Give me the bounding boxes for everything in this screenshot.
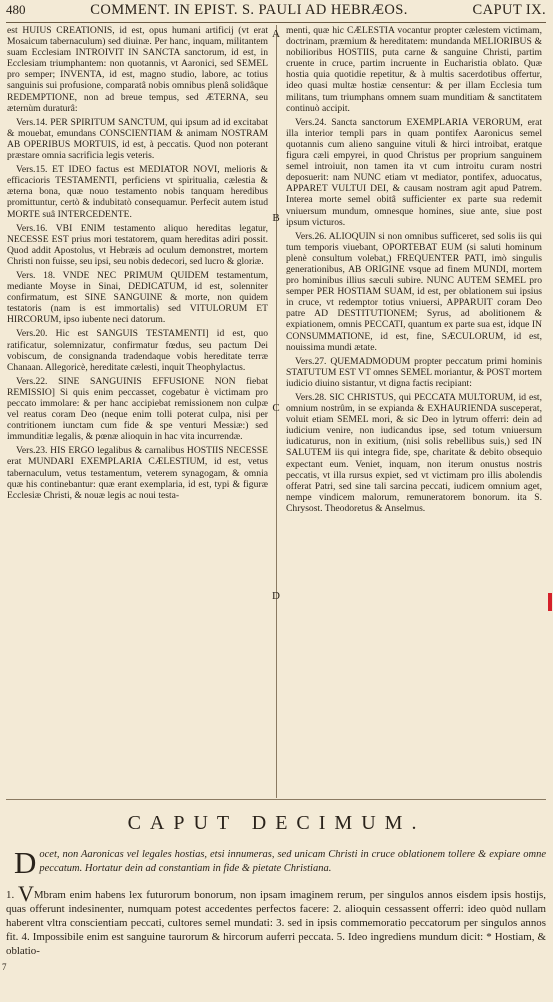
left-paragraph: Vers.16. VBI ENIM testamento aliquo hereditas legatur, NECESSE EST prius mori testatorem, quam hereditas adiri possit. Quod addit Apostolus, vt Hebræis ad oculum demonstret, mortem Christi non fuisse, seu ipsi, seu nobis dedecori, sed lucro & gloriæ. xyxy=(7,222,268,267)
running-header xyxy=(6,2,546,23)
margin-number: 7 xyxy=(2,962,7,972)
chapter-body-text: Mbram enim habens lex futurorum bonorum, non ipsam imaginem rerum, per singulos annos eisdem ipsis hostijs, quas offerunt indesinenter, numquam potest accedentes perfectos facere: 2. alioquin cessassent offerri: ideo quòd nullam haberent vltra conscientiam peccati, cultores semel mundati: 3. sed in ipsis commemoratio peccatorum per singulos annos fit. 4. Impossibile enim est sanguine taurorum & hircorum auferri peccata. 5. Ideo ingrediens mundum dicit: * Hostiam, & oblatio- xyxy=(6,889,546,958)
margin-letter-d: D xyxy=(272,590,280,602)
left-paragraph: Vers.14. PER SPIRITUM SANCTUM, qui ipsum ad id excitabat & mouebat, emundans CONSCIENTIAM & animam NOSTRAM AB OPERIBUS MORTUIS, id est, à peccatis. Quod non poterant præstare omnia sacrificia legis veteris. xyxy=(7,116,268,162)
left-paragraph: est HUIUS CREATIONIS, id est, opus humani artificij (vt erat Mosaicum tabernaculum) sed diuinæ. Per hanc, inquam, militantem suam Ecclesiam INTROIVIT IN SANCTA sanctorum, id est, in Ecclesiam triumphantem: non quotannis, vt Aaronici, sed SEMEL pro semper; INVENTA, id est, magno studio, labore, ac totius sanguinis sui profusione, comparatâ nobis omnibus plenâ solidâque REDEMPTIONE, non ad breue tempus, sed ÆTERNA, seu æternùm duraturâ: xyxy=(7,25,268,114)
right-paragraph: menti, quæ hic CÆLESTIA vocantur propter cælestem victimam, doctrinam, præmium & hereditatem: mundanda MELIORIBUS & nobilioribus HOSTIIS, puta carne & sanguine Christi, partim cruente in cruce, partim incruente in Eucharistia oblato. Quæ hostia quia quotidie repetitur, & à multis sacerdotibus offertur, ideo quasi multæ hostiæ censentur: & per illam Ecclesia tum militans, tum triumphans omnem suam munditiam & sanctitatem continuò accipit. xyxy=(286,25,542,114)
section-rule xyxy=(6,799,546,800)
verse-number: 1. xyxy=(6,889,15,901)
left-paragraph: Vers.22. SINE SANGUINIS EFFUSIONE NON fiebat REMISSIO] Si quis enim peccasset, cogebatur è victimam pro peccato immolare: & per hanc accipiebat remissionem non culpæ vel reatus coram Deo (neque enim tolli poterat culpa, nisi per contritionem iunctam cum fide & spe venturi Messiæ:) sed immunditiæ legalis, & pœnæ alioquin in hac vita incurrendæ. xyxy=(7,375,268,443)
chapter-body xyxy=(6,881,546,958)
chapter-label: CAPUT IX. xyxy=(472,2,546,18)
margin-letter-a: A xyxy=(272,28,280,40)
left-paragraph: Vers.15. ET IDEO factus est MEDIATOR NOVI, melioris & efficacioris TESTAMENTI, perficiens vt spiritualia, cælestia & æterna bona, quæ nouo testamento nobis tanquam heredibus promittuntur, certò & indubitatò consequamur. Perfecit autem istud MORTE suâ INTERCEDENTE. xyxy=(7,164,268,220)
right-paragraph: Vers.24. Sancta sanctorum EXEMPLARIA VERORUM, erat illa interior templi pars in quam pontifex Aaronicus semel quotannis cum alieno sanguine vituli & hirci introibat, eratque figura cæli empyrei, in quod Christus per proprium sanguinem semel introiuit, non tamen ita vt cum introitu curam nostri deposuerit: nam NUNC etiam vt mediator, pontifex, aduocatus, APPARET VULTUI DEI, & causam nostram agit apud Patrem. Interea morte semel obitâ sufficienter ex parte sua redemit vniuersum mundum, omnesque homines, siue ante, siue post ipsum victuros. xyxy=(286,116,542,228)
body-drop-cap: V xyxy=(17,881,34,906)
left-paragraph: Vers.23. HIS ERGO legalibus & carnalibus HOSTIIS NECESSE erat MUNDARI EXEMPLARIA CÆLESTIUM, id est, vetus tabernaculum, vetus testamentum, veterem synagogam, & omnia quæ his continebantur: quæ erant exemplaria, id est, typi & figuræ Ecclesiæ Christi, & nouæ legis ac noui testa- xyxy=(7,445,268,501)
left-paragraph: Vers.20. Hic est SANGUIS TESTAMENTI] id est, quo ratificatur, solemnizatur, confirmatur fœdus, seu pactum Dei vobiscum, de consignanda tradendaque vobis hereditate terræ Chanaan. Allegoricè, hereditate cælesti, inquit Theophylactus. xyxy=(7,328,268,373)
page-number: 480 xyxy=(6,2,26,17)
left-paragraph: Vers. 18. VNDE NEC PRIMUM QUIDEM testamentum, mediante Moyse in Sinai, DEDICATUM, id est, solenniter confirmatum, est SINE SANGUINE & morte, non quidem testatoris (nam is est immortalis) sed VITULORUM ET HIRCORUM, ipso iubente neci datorum. xyxy=(7,269,268,326)
argument-drop-cap: D xyxy=(14,845,37,880)
right-paragraph: Vers.26. ALIOQUIN si non omnibus sufficeret, sed solis iis qui tum temporis viuebant, OPORTEBAT EUM (si saluti hominum plenè consultum volebat,) FREQUENTER PATI, imò singulis generationibus, AB ORIGINE vsque ad finem MUNDI, mortem pro hominibus illius sæculi subire. NUNC AUTEM SEMEL pro semper PER HOSTIAM SUAM, id est, per oblationem sui ipsius in cruce, vt redemptor totius vniuersi, APPARUIT coram Deo patre AD DESTITUTIONEM; Syrus, ad abolitionem & expiationem, omnis PECCATI, quantum ex parte sua est, idque IN CONSUMMATIONE, id est, fine, SÆCULORUM, id est, nouissima mundi ætate. xyxy=(286,230,542,353)
running-title: COMMENT. IN EPIST. S. PAULI AD HEBRÆOS. xyxy=(90,2,408,18)
red-margin-mark xyxy=(548,593,552,611)
argument-text: ocet, non Aaronicas vel legales hostias, etsi innumeras, sed unicam Christi in cruce oblationem tollere & expiare omne peccatum. Hortatur dein ad constantiam in fide & pietate Christiana. xyxy=(39,849,546,874)
right-paragraph: Vers.27. QUEMADMODUM propter peccatum primi hominis STATUTUM EST VT omnes SEMEL moriantur, & POST mortem iudicio diuino sistantur, vt digna factis recipiant: xyxy=(286,355,542,389)
chapter-argument xyxy=(14,845,546,880)
margin-letter-c: C xyxy=(272,402,280,414)
right-paragraph: Vers.28. SIC CHRISTUS, qui PECCATA MULTORUM, id est, omnium nostrûm, in se expianda & EXHAURIENDA susceperat, voluit etiam SEMEL mori, & sic Deo in lytrum offerri: dein ad iudicium venire, non iudicandus ipse, sed totum vniuersum iudicaturus, non in exitium, (nisi solis rebellibus suis,) sed IN SALUTEM iis qui integra fide, spe, charitate & debito obsequio expectant eum. Veniet, inquam, non iterum onustus nostris peccatis, vt illa rursus expiet, sed vt victimam pro illis abolendis offerat Patri, sed sine tali sarcina peccati, iudicem omnium aget, nempe vindicem malorum, remuneratorem bonorum. ita S. Chrysost. Theodoretus & Anselmus. xyxy=(286,392,542,514)
right-column xyxy=(286,25,542,798)
chapter-heading: CAPUT DECIMUM. xyxy=(127,812,426,834)
margin-letter-b: B xyxy=(272,212,280,224)
left-column xyxy=(7,25,268,798)
